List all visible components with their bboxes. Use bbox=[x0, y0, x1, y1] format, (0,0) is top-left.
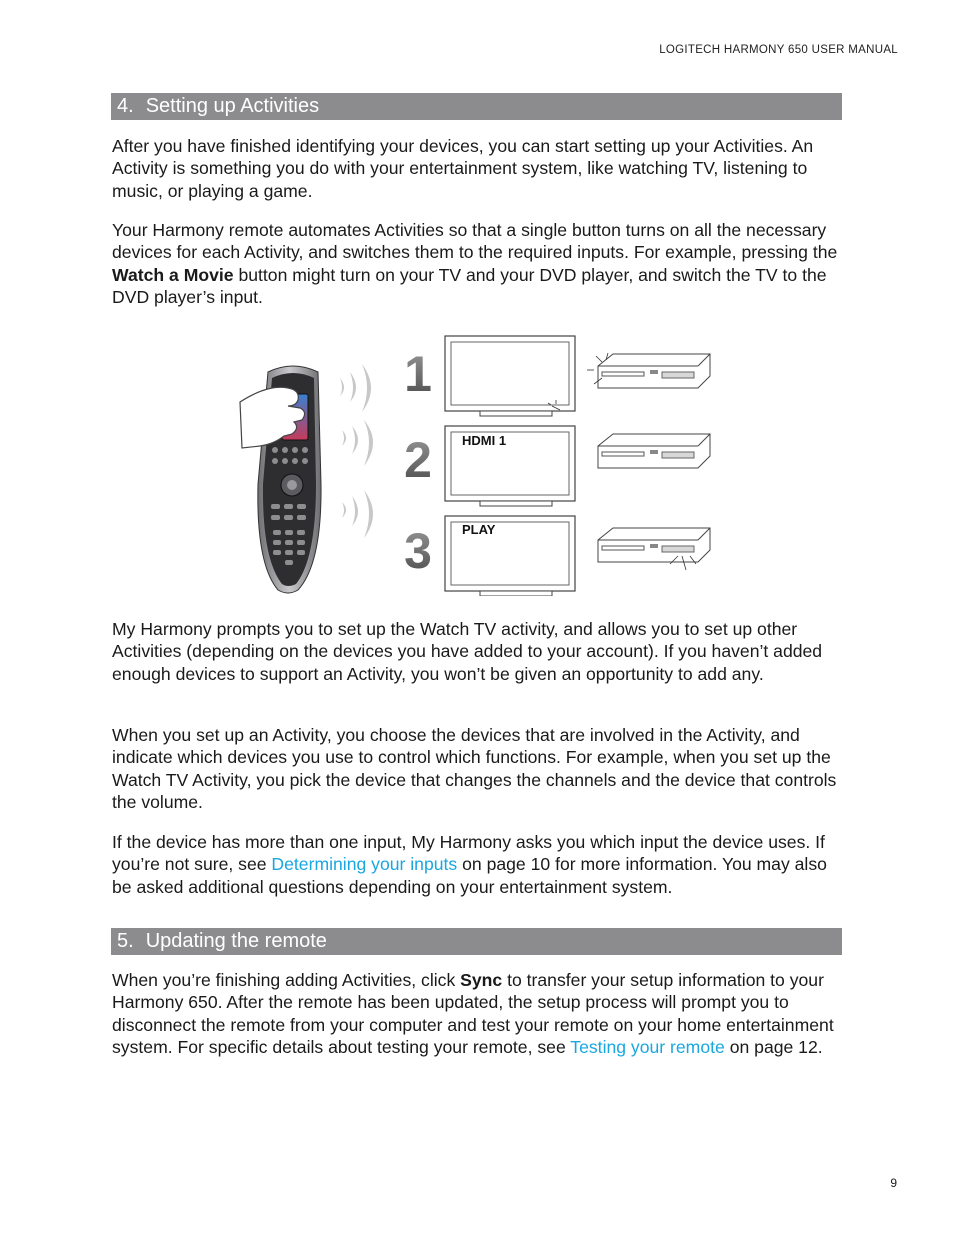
sync-label: Sync bbox=[460, 970, 503, 990]
section-title: Updating the remote bbox=[145, 930, 327, 952]
activity-illustration bbox=[238, 334, 718, 596]
text-run: If the device has more than one input, My Harmony asks you which input the device uses. If you’re not sure, see bbox=[112, 832, 825, 875]
tv-screen-label: HDMI 1 bbox=[462, 433, 507, 448]
section-title: Setting up Activities bbox=[145, 95, 320, 117]
paragraph: My Harmony prompts you to set up the Watch TV activity, and allows you to set up other Activities (depending on the devices you have added to your account). If you haven’t added enough devices to support an Activity, you won’t be given an opportunity to add any. bbox=[112, 619, 823, 684]
watch-a-movie-label: Watch a Movie bbox=[112, 264, 234, 285]
step-number-2: 2 bbox=[404, 432, 432, 488]
tv-icon bbox=[445, 426, 575, 506]
signal-waves-icon bbox=[340, 364, 373, 538]
testing-your-remote-link[interactable]: Testing your remote bbox=[570, 1037, 725, 1058]
text-run: Your Harmony remote automates Activities so that a single button turns on all the necessary devices for each Activity, and switches them to the required inputs. For example, pressing the bbox=[112, 220, 838, 263]
paragraph: After you have finished identifying your devices, you can start setting up your Activities. An Activity is something you do with your entertainment system, like watching TV, listening to music, or playing a game. bbox=[112, 136, 814, 201]
step-number-1: 1 bbox=[404, 346, 432, 402]
text-run: on page 10 for more information. You may also be asked additional questions depending on your entertainment system. bbox=[112, 854, 827, 897]
tv-icon bbox=[445, 516, 575, 596]
tv-screen-label: PLAY bbox=[462, 522, 496, 537]
text-run: to transfer your setup information to your Harmony 650. After the remote has been updated, the setup process will prompt you to disconnect the remote from your computer and test your remote on your home entertainment system. For specific details about testing your remote, see bbox=[112, 970, 834, 1058]
paragraph bbox=[112, 831, 844, 898]
dvd-player-icon bbox=[598, 434, 710, 468]
page-number: 9 bbox=[890, 1176, 897, 1190]
dvd-player-icon bbox=[598, 528, 710, 570]
dvd-player-icon bbox=[587, 353, 710, 388]
running-header: LOGITECH HARMONY 650 USER MANUAL bbox=[659, 44, 898, 56]
paragraph: When you set up an Activity, you choose the devices that are involved in the Activity, and indicate which devices you use to control which functions. For example, when you set up the Watch TV Activity, you pick the device that changes the channels and the device that controls the volume. bbox=[112, 725, 837, 813]
text-run: on page 12. bbox=[724, 1037, 823, 1058]
section-number: 5. bbox=[117, 930, 134, 952]
text-run: button might turn on your TV and your DVD player, and switch the TV to the DVD player’s input. bbox=[112, 264, 827, 308]
section-heading-updating-the-remote bbox=[111, 928, 842, 955]
section-heading-setting-up-activities bbox=[111, 93, 842, 120]
tv-icon bbox=[445, 336, 575, 416]
paragraph bbox=[112, 969, 844, 1059]
determining-your-inputs-link[interactable]: Determining your inputs bbox=[271, 854, 458, 875]
step-number-3: 3 bbox=[404, 523, 432, 579]
text-run: When you’re finishing adding Activities, click bbox=[112, 970, 461, 990]
section-number: 4. bbox=[117, 95, 134, 117]
paragraph bbox=[112, 219, 844, 309]
